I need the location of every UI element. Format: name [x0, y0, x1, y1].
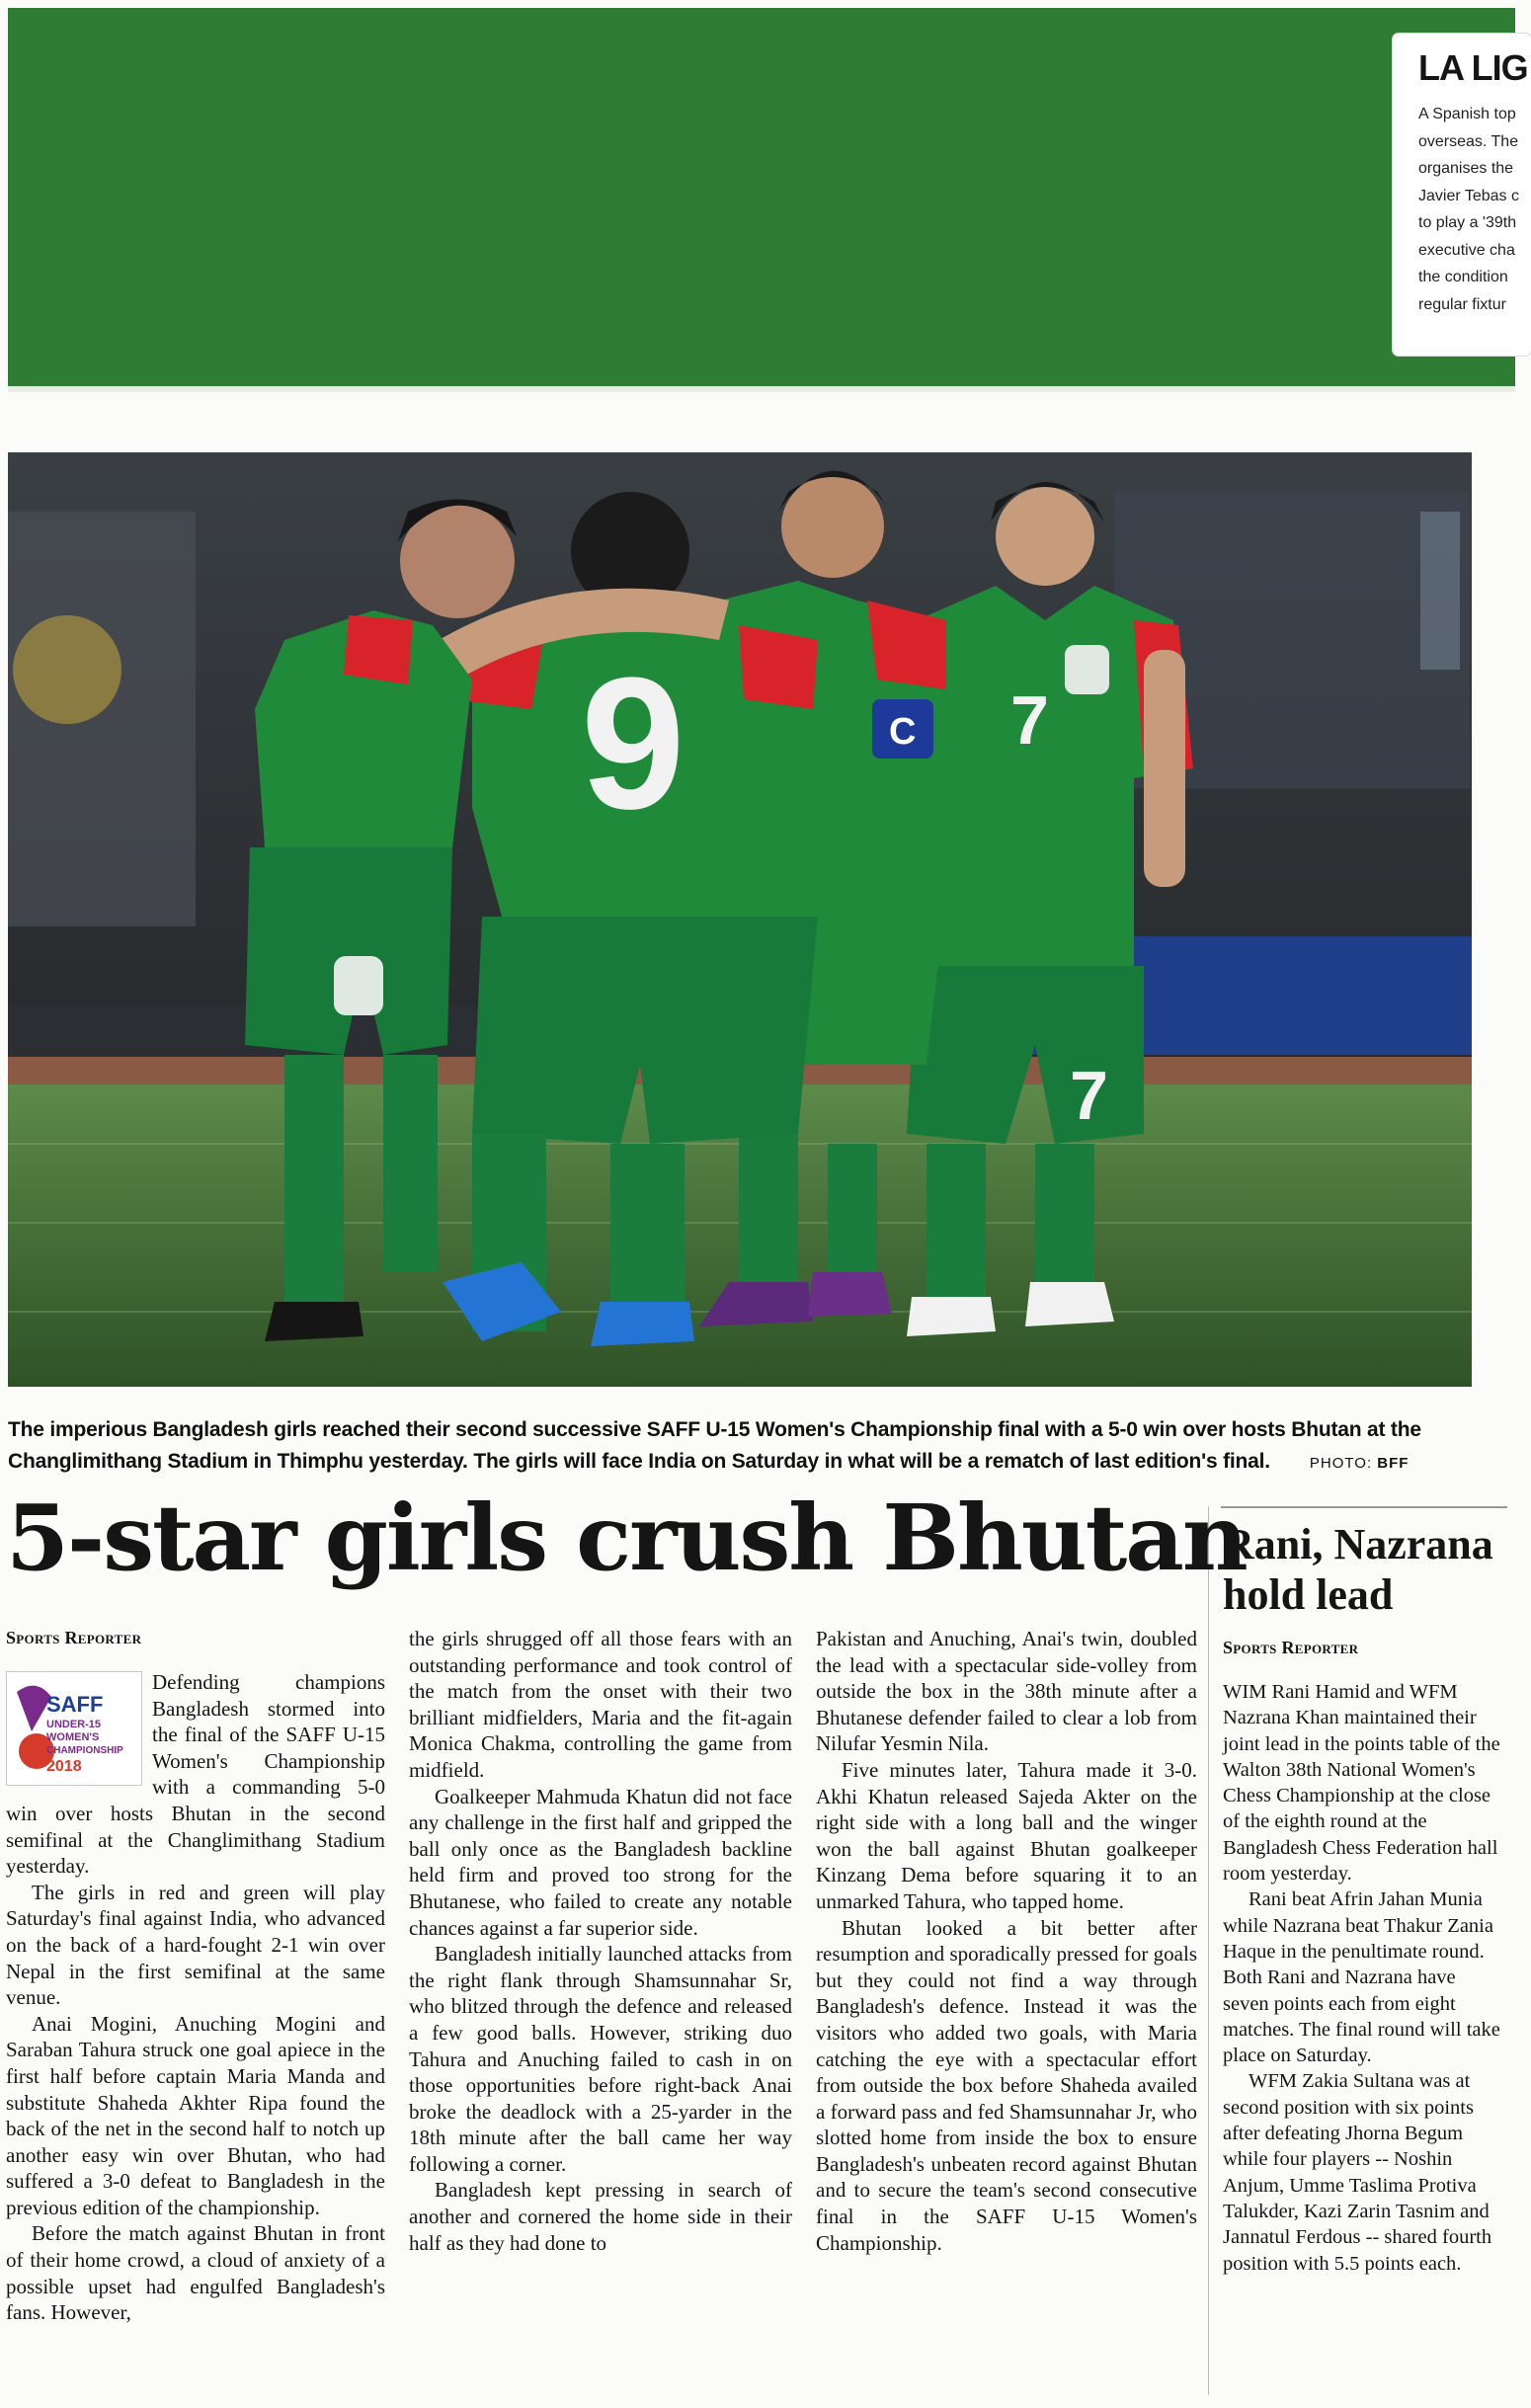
- article-column-2: [409, 1626, 792, 2256]
- article-paragraph: Pakistan and Anuching, Anai's twin, doubled the lead with a spectacular side-volley from outside the box in the 38th minute after a Bhutanese defender failed to clear a lob from Nilufar Yesmin Nila.: [816, 1627, 1197, 1756]
- teaser-line: overseas. The: [1418, 132, 1519, 150]
- logo-line-5: 2018: [46, 1758, 82, 1775]
- teaser-line: A Spanish top: [1418, 106, 1516, 122]
- credit-label: PHOTO:: [1309, 1455, 1373, 1472]
- teaser-line: the condition: [1418, 269, 1508, 285]
- logo-line-4: CHAMPIONSHIP: [46, 1745, 123, 1756]
- teaser-title: LA LIG: [1418, 47, 1528, 88]
- article-paragraph: Anai Mogini, Anuching Mogini and Saraban Tahura struck one goal apiece in the first half before captain Maria Manda and substitute Shaheda Akhter Ripa found the back of the net in the second half to notch up another easy win over Bhutan, who had suffered a 3-0 defeat to Bangladesh in the previous edition of the championship.: [6, 2011, 385, 2219]
- teaser-line: Javier Tebas c: [1418, 187, 1519, 204]
- teaser-line: regular fixtur: [1418, 295, 1506, 313]
- top-green-band: [8, 8, 1515, 390]
- photo-credit: [1310, 1455, 1410, 1472]
- captain-armband-letter: C: [889, 711, 917, 753]
- article-paragraph: Bangladesh initially launched attacks from the right flank through Shamsunnahar Sr, who blitzed through the defence and released a few good balls. However, striking duo Tahura and Anuching failed to cash in on those opportunities before right-back Anai broke the deadlock with a 25-yarder in the 18th minute after the ball came her way following a corner.: [409, 1942, 792, 2176]
- teaser-line: to play a '39th: [1418, 214, 1517, 231]
- la-liga-teaser[interactable]: [1393, 34, 1531, 356]
- article-column-1: [6, 1669, 385, 2326]
- sidebar-top-rule: [1221, 1506, 1507, 1508]
- article-paragraph: Goalkeeper Mahmuda Khatun did not face any challenge in the first half and gripped the ball only once as the Bangladesh backline held firm and proved too strong for the Bhutanese, who failed to create any notable chances against a far superior side.: [409, 1784, 792, 1940]
- sidebar-paragraph: WFM Zakia Sultana was at second position with six points after defeating Jhorna Begum while four players -- Noshin Anjum, Umme Taslima Protiva Talukder, Kazi Zarin Tasnim and Jannatul Ferdous -- shared fourth position with 5.5 points each.: [1223, 2070, 1492, 2275]
- article-paragraph: Five minutes later, Tahura made it 3-0. Akhi Khatun released Sajeda Akter on the right side with a long ball and the winger won the ball against Bhutan goalkeeper Kinzang Dema before squaring it to an unmarked Tahura, who tapped home.: [816, 1757, 1197, 1913]
- sidebar-headline: Rani, Nazrana hold lead: [1223, 1520, 1493, 1619]
- logo-line-3: WOMEN'S: [46, 1731, 100, 1743]
- teaser-line: organises the: [1418, 160, 1514, 177]
- team-celebration-photo: [8, 452, 1472, 1387]
- sidebar-paragraph: WIM Rani Hamid and WFM Nazrana Khan maintained their joint lead in the points table of the Walton 38th National Women's Chess Championship at the close of the eighth round at the Bangladesh Chess Federation hall room yesterday.: [1223, 1681, 1500, 1886]
- column-divider: [1208, 1506, 1209, 2395]
- logo-line-1: SAFF: [46, 1692, 104, 1717]
- caption-text: The imperious Bangladesh girls reached their second successive SAFF U-15 Women's Championship final with a 5-0 win over hosts Bhutan at the Changlimithang Stadium in Thimphu yesterday. The girls will face India on Saturday in what will be a rematch of last edition's final.: [8, 1418, 1421, 1473]
- teaser-line: executive cha: [1418, 241, 1515, 259]
- article-byline: Sports Reporter: [6, 1628, 142, 1647]
- article-column-3: [816, 1626, 1197, 2256]
- credit-source: BFF: [1377, 1455, 1410, 1472]
- article-paragraph: the girls shrugged off all those fears with an outstanding performance and took control of the match from the onset with their two brilliant midfielders, Maria and the fit-again Monica Chakma, controlling the game from midfield.: [409, 1627, 792, 1782]
- logo-line-2: UNDER-15: [46, 1719, 102, 1730]
- photo-caption: [8, 1414, 1470, 1480]
- article-paragraph: Before the match against Bhutan in front of their home crowd, a cloud of anxiety of a possible upset had engulfed Bangladesh's fans. However,: [6, 2221, 385, 2325]
- sidebar-article: [1223, 1679, 1505, 2277]
- shorts-number: 7: [1070, 1057, 1108, 1134]
- article-paragraph: The girls in red and green will play Saturday's final against India, who advanced on the back of a hard-fought 2-1 win over Nepal in the first semifinal at the same venue.: [6, 1880, 385, 2010]
- sidebar-byline: Sports Reporter: [1223, 1638, 1359, 1657]
- jersey-number: 7: [1010, 682, 1049, 759]
- article-paragraph: Defending champions Bangladesh stormed into the final of the SAFF U-15 Women's Championship with a commanding 5-0 win over hosts Bhutan in the second semifinal at the Changlimithang Stadium yesterday.: [6, 1670, 385, 1879]
- article-paragraph: Bhutan looked a bit better after resumption and sporadically pressed for goals but they could not find a way through Bangladesh's defence. Instead it was the visitors who added two goals, with Maria catching the eye with a spectacular effort from outside the box before Shaheda availed a forward pass and fed Shamsunnahar Jr, who slotted home from inside the box to ensure Bangladesh's unbeaten record against Bhutan and to secure the team's second consecutive final in the SAFF U-15 Women's Championship.: [816, 1915, 1197, 2255]
- main-headline: 5-star girls crush Bhutan: [6, 1485, 1247, 1591]
- article-paragraph: Bangladesh kept pressing in search of another and cornered the home side in their half as they had done to: [409, 2178, 792, 2255]
- saff-championship-logo: [6, 1671, 142, 1786]
- sidebar-paragraph: Rani beat Afrin Jahan Munia while Nazrana beat Thakur Zania Haque in the penultimate round. Both Rani and Nazrana have seven points each from eight matches. The final round will take place on Saturday.: [1223, 1888, 1500, 2067]
- back-number: 9: [581, 639, 685, 848]
